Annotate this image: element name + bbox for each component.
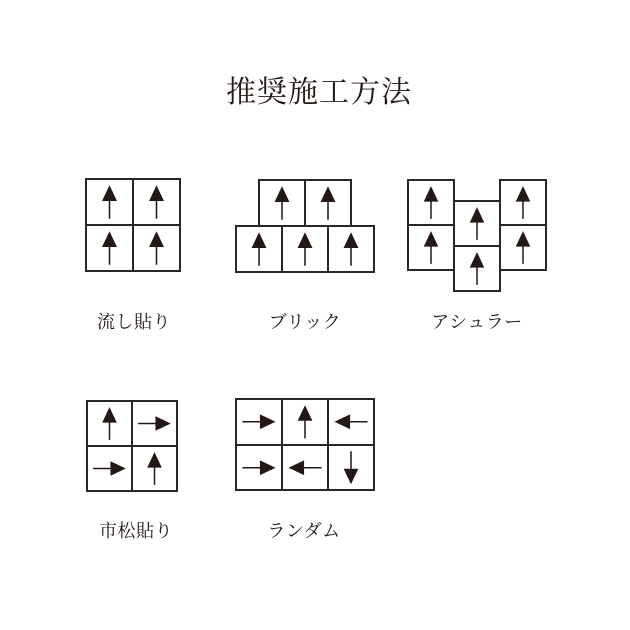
arrow-left-icon: [329, 400, 373, 444]
arrow-down-icon: [329, 446, 373, 490]
tile: [281, 225, 329, 273]
pattern-label: 流し貼り: [97, 312, 171, 332]
arrow-up-icon: [88, 402, 131, 445]
tile: [235, 225, 283, 273]
arrow-right-icon: [133, 402, 176, 445]
tile: [407, 179, 455, 226]
tile: [327, 398, 375, 446]
tile: [86, 445, 133, 492]
pattern-label: 市松貼り: [99, 521, 173, 541]
arrow-right-icon: [237, 400, 281, 444]
pattern-label: アシュラー: [431, 312, 523, 332]
tile: [407, 224, 455, 271]
arrow-up-icon: [283, 400, 327, 444]
tile: [281, 444, 329, 492]
arrow-right-icon: [237, 445, 281, 489]
tile: [281, 398, 329, 446]
tile: [85, 178, 134, 226]
arrow-up-icon: [134, 180, 179, 224]
tile: [327, 444, 375, 492]
tile: [304, 179, 352, 227]
tile: [258, 179, 306, 227]
tile: [85, 224, 134, 272]
arrow-up-icon: [455, 202, 499, 245]
pattern-label: ブリック: [268, 312, 342, 332]
arrow-up-icon: [260, 181, 304, 225]
arrow-up-icon: [133, 447, 176, 490]
arrow-right-icon: [88, 447, 131, 490]
tile: [453, 200, 501, 247]
arrow-up-icon: [501, 181, 545, 224]
arrow-up-icon: [409, 181, 453, 224]
tile: [235, 398, 283, 446]
arrow-up-icon: [501, 226, 545, 269]
arrow-up-icon: [283, 227, 327, 271]
tile: [327, 225, 375, 273]
tile: [499, 224, 547, 271]
tile: [453, 245, 501, 292]
tile: [131, 400, 178, 447]
arrow-up-icon: [409, 226, 453, 269]
page-title: 推奨施工方法: [226, 76, 412, 109]
arrow-up-icon: [87, 180, 132, 224]
tile: [132, 224, 181, 272]
arrow-up-icon: [237, 227, 281, 271]
pattern-label: ランダム: [267, 521, 341, 541]
tile: [86, 400, 133, 447]
arrow-left-icon: [283, 445, 327, 489]
arrow-up-icon: [306, 181, 350, 225]
tile: [235, 444, 283, 492]
arrow-up-icon: [329, 227, 373, 271]
tile: [132, 178, 181, 226]
tile: [499, 179, 547, 226]
tile: [131, 445, 178, 492]
arrow-up-icon: [455, 247, 499, 290]
arrow-up-icon: [87, 226, 132, 270]
arrow-up-icon: [134, 226, 179, 270]
